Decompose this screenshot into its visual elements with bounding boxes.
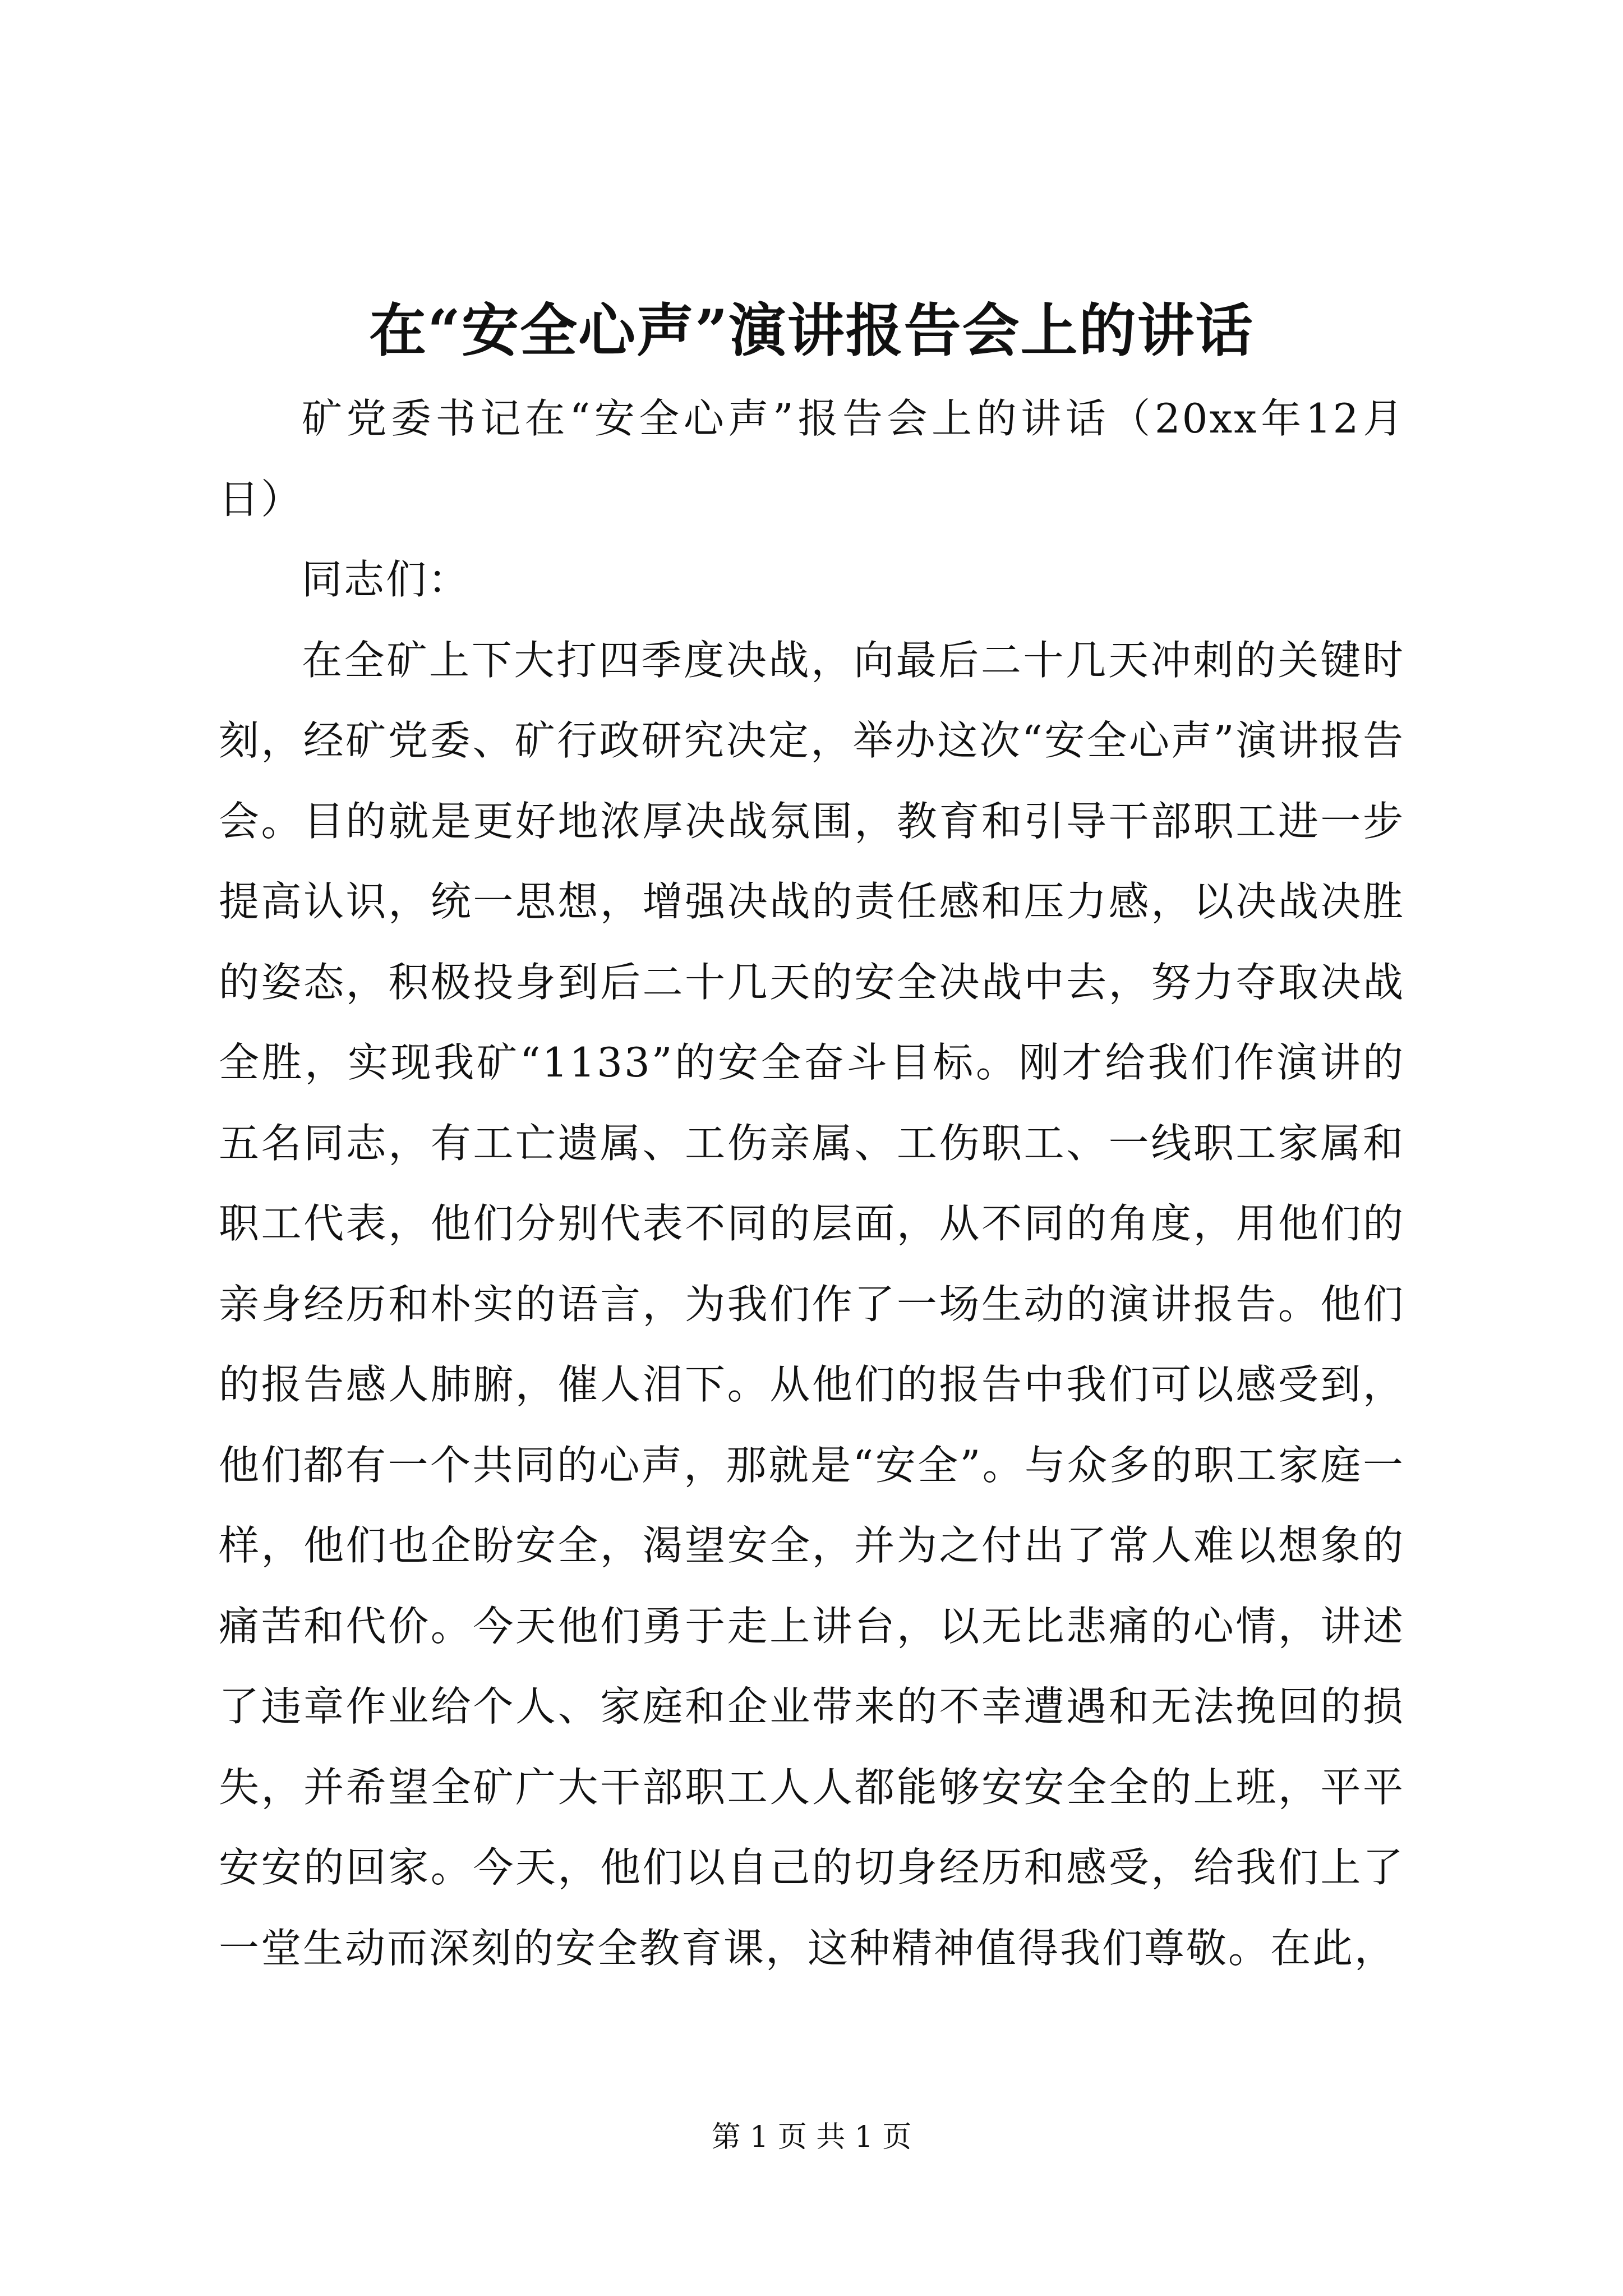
salutation-paragraph: 同志们：	[302, 556, 471, 603]
document-title: 在“安全心声”演讲报告会上的讲话	[369, 297, 1254, 365]
subtitle-paragraph: 矿党委书记在“安全心声”报告会上的讲话（20xx年12月日）	[219, 395, 1405, 523]
page-footer: 第 1 页 共 1 页	[711, 2120, 912, 2154]
document-body	[219, 379, 1405, 1989]
body-paragraph: 在全矿上下大打四季度决战，向最后二十几天冲刺的关键时刻，经矿党委、矿行政研究决定，举办这次“安全心声”演讲报告会。目的就是更好地浓厚决战氛围，教育和引导干部职工进一步提高认识，统一思想，增强决战的责任感和压力感，以决战决胜的姿态，积极投身到后二十几天的安全决战中去，努力夺取决战全胜，实现我矿“1133”的安全奋斗目标。刚才给我们作演讲的五名同志，有工亡遗属、工伤亲属、工伤职工、一线职工家属和职工代表，他们分别代表不同的层面，从不同的角度，用他们的亲身经历和朴实的语言，为我们作了一场生动的演讲报告。他们的报告感人肺腑，催人泪下。从他们的报告中我们可以感受到，他们都有一个共同的心声，那就是“安全”。与众多的职工家庭一样，他们也企盼安全，渴望安全，并为之付出了常人难以想象的痛苦和代价。今天他们勇于走上讲台，以无比悲痛的心情，讲述了违章作业给个人、家庭和企业带来的不幸遭遇和无法挽回的损失，并希望全矿广大干部职工人人都能够安安全全的上班，平平安安的回家。今天，他们以自己的切身经历和感受，给我们上了一堂生动而深刻的安全教育课，这种精神值得我们尊敬。在此，	[219, 636, 1405, 1972]
